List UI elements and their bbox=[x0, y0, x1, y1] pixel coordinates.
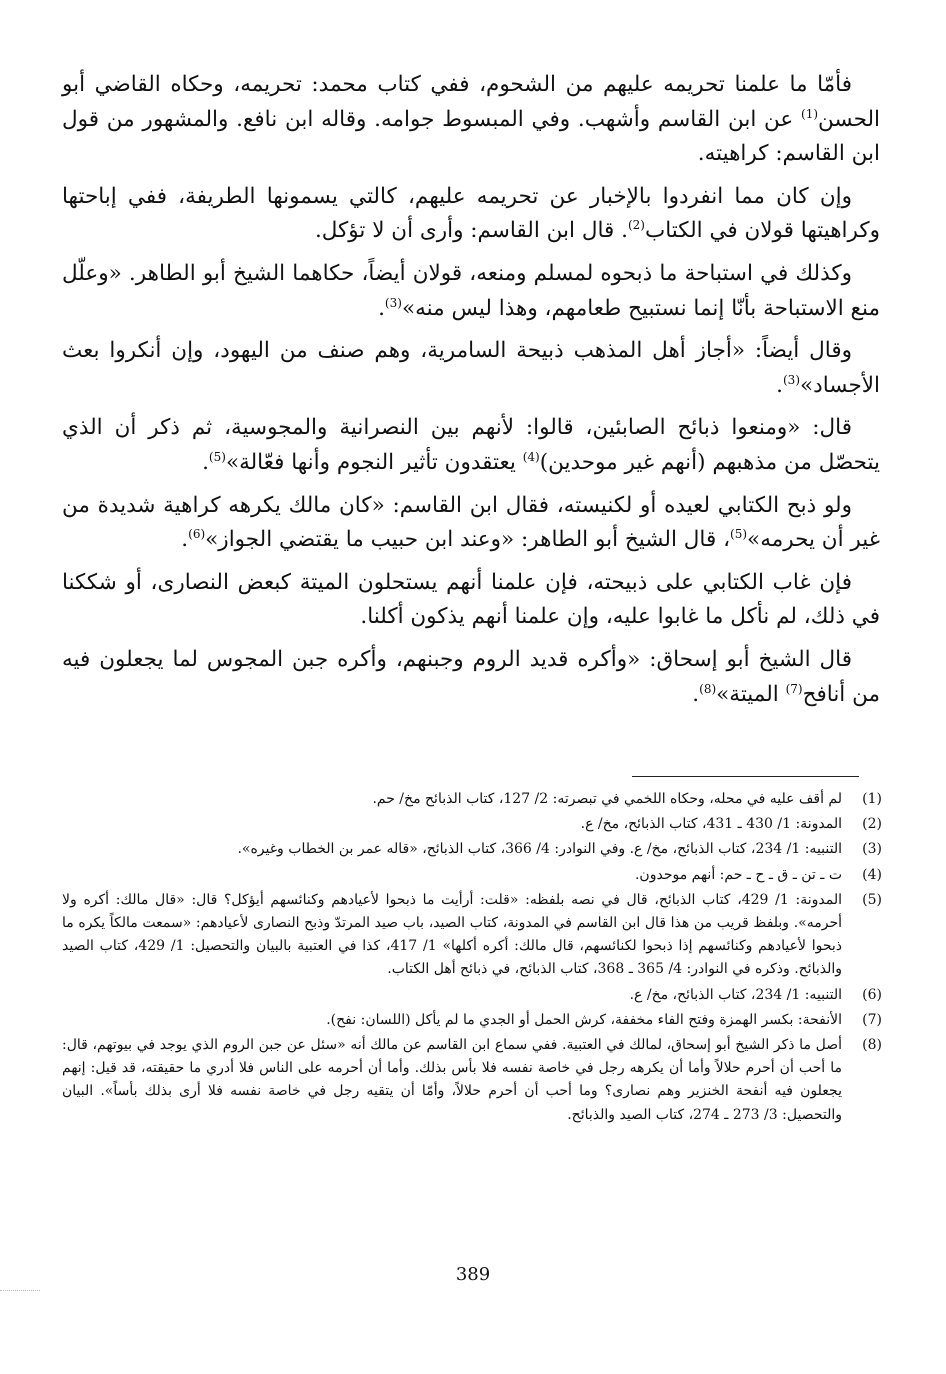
para-text: فإن غاب الكتابي على ذبيحته، فإن علمنا أنهم يستحلون الميتة كبعض النصارى، أو شككنا في ذلك، لم نأكل ما غابوا عليه، وإن علمنا أنهم يذكون أكلنا. bbox=[62, 569, 880, 630]
para-text: . bbox=[202, 449, 209, 475]
footnote-item bbox=[62, 1034, 882, 1127]
footnote-item bbox=[62, 788, 882, 811]
page-number: 389 bbox=[455, 1264, 491, 1285]
footnote-number: (7) bbox=[862, 1011, 882, 1028]
footnote-text: المدونة: 1/ 430 ـ 431، كتاب الذبائح، مخ/ ع. bbox=[580, 816, 842, 833]
para-text: . bbox=[776, 372, 783, 398]
footnote-text: ت ـ تن ـ ق ـ ح ـ حم: أنهم موحدون. bbox=[634, 866, 842, 883]
footnote-ref: (7) bbox=[785, 681, 803, 696]
footnote-item bbox=[62, 838, 882, 861]
paragraph-1 bbox=[62, 68, 880, 172]
para-text: وقال أيضاً: «أجاز أهل المذهب ذبيحة السامرية، وهم صنف من اليهود، وإن أنكروا بعث الأجساد» bbox=[62, 338, 880, 398]
footnote-ref: (8) bbox=[699, 681, 717, 696]
footnote-ref: (1) bbox=[801, 106, 819, 121]
footnote-ref: (4) bbox=[522, 449, 540, 464]
footnote-ref: (5) bbox=[730, 526, 748, 541]
para-text: . bbox=[181, 527, 189, 553]
paragraph-7 bbox=[62, 566, 880, 635]
footnote-text: أصل ما ذكر الشيخ أبو إسحاق، لمالك في العتبية. ففي سماع ابن القاسم عن مالك أنه «سئل عن جبن الروم الذي يوجد في بيوتهم، قال: ما أحب أن أحرم حلالاً وأما أن يكرهه رجل في خاصة نفسه فلا بأس بذلك. وأما أن أحرمه على الناس فلا أدري ما حقيقته، قد قيل: إنهم يجعلون فيه أنفحة الخنزير وهم نصارى؟ وما أحب أن أحرم حلالاً، وأمّا أن يتقيه رجل في خاصة نفسه فلا أرى بذلك بأساً». البيان والتحصيل: 3/ 273 ـ 274، كتاب الصيد والذبائح. bbox=[62, 1037, 842, 1123]
para-text: فأمّا ما علمنا تحريمه عليهم من الشحوم، ففي كتاب محمد: تحريمه، وحكاه القاضي أبو الحسن bbox=[62, 72, 880, 132]
footnote-item bbox=[62, 1009, 882, 1032]
para-text: قال الشيخ أبو إسحاق: «وأكره قديد الروم وجبنهم، وأكره جبن المجوس لما يجعلون فيه من أنافح bbox=[62, 646, 880, 707]
para-text: ولو ذبح الكتابي لعيده أو لكنيسته، فقال ابن القاسم: «كان مالك يكرهه كراهية شديدة من غير أن يحرمه» bbox=[62, 492, 880, 553]
footnote-item bbox=[62, 813, 882, 836]
paragraph-2 bbox=[62, 180, 880, 249]
para-text: وإن كان مما انفردوا بالإخبار عن تحريمه عليهم، كالتي يسمونها الطريفة، ففي إباحتها وكراهيتها قولان في الكتاب bbox=[62, 183, 880, 244]
para-text: . bbox=[378, 295, 385, 321]
para-text: يعتقدون تأثير النجوم وأنها فعّالة» bbox=[225, 449, 523, 475]
paragraph-3 bbox=[62, 257, 880, 326]
footnote-ref: (2) bbox=[627, 218, 645, 233]
para-text: عن ابن القاسم وأشهب. وفي المبسوط جوامه. وقاله ابن نافع. والمشهور من قول ابن القاسم: كراهيته. bbox=[62, 106, 880, 167]
paragraph-4 bbox=[62, 334, 880, 403]
footnote-text: المدونة: 1/ 429، كتاب الذبائح، قال في نصه بلفظه: «قلت: أرأيت ما ذبحوا لأعيادهم وكنائسهم أيؤكل؟ قال: «قال مالك: أكره ولا أحرمه». وبلفظ قريب من هذا قال ابن القاسم في المدونة، كتاب الصيد، باب صيد المرتدّ وذبح النصارى لأعيادهم: «سمعت مالكاً يكره ما ذبحوا لأعيادهم وكنائسهم إذا ذبحوا لكنائسهم، قال مالك: أكره أكلها» 1/ 417، كذا في العتبية بالبيان والتحصيل: 1/ 429، كتاب الصيد والذبائح. وذكره في النوادر: 4/ 365 ـ 368، كتاب الذبائح، في ذبائح أهل الكتاب. bbox=[62, 891, 843, 978]
scan-edge-mark bbox=[0, 1290, 40, 1293]
paragraph-6 bbox=[62, 489, 880, 558]
footnote-ref: (3) bbox=[782, 372, 800, 387]
footnote-text: التنبيه: 1/ 234، كتاب الذبائح، مخ/ ع. وفي النوادر: 4/ 366، كتاب الذبائح، «قاله عمر بن الخطاب وغيره». bbox=[237, 841, 842, 858]
footnote-text: التنبيه: 1/ 234، كتاب الذبائح، مخ/ ع. bbox=[629, 986, 842, 1003]
paragraph-8 bbox=[62, 643, 880, 712]
main-text bbox=[62, 68, 880, 720]
footnote-item bbox=[62, 984, 882, 1007]
footnote-item bbox=[62, 864, 882, 887]
footnotes bbox=[62, 788, 882, 1129]
para-text: . قال ابن القاسم: وأرى أن لا تؤكل. bbox=[314, 218, 628, 244]
para-text: ، قال الشيخ أبو الطاهر: «وعند ابن حبيب ما يقتضي الجواز» bbox=[205, 527, 731, 553]
footnote-number: (1) bbox=[862, 791, 882, 807]
footnote-item bbox=[62, 889, 882, 982]
footnote-number: (3) bbox=[862, 841, 882, 858]
para-text: الميتة» bbox=[716, 681, 786, 707]
footnote-text: لم أقف عليه في محله، وحكاه اللخمي في تبصرته: 2/ 127، كتاب الذبائح مخ/ حم. bbox=[372, 791, 842, 807]
footnote-ref: (5) bbox=[208, 449, 226, 464]
paragraph-5 bbox=[62, 411, 880, 480]
para-text: وكذلك في استباحة ما ذبحوه لمسلم ومنعه، قولان أيضاً، حكاهما الشيخ أبو الطاهر. «وعلّل منع الاستباحة بأنّا إنما نستبيح طعامهم، وهذا ليس منه» bbox=[62, 260, 880, 321]
footnote-number: (2) bbox=[862, 816, 882, 833]
footnote-number: (6) bbox=[862, 986, 882, 1003]
footnote-number: (8) bbox=[862, 1037, 882, 1054]
footnote-ref: (6) bbox=[188, 526, 206, 541]
footnote-number: (4) bbox=[862, 866, 882, 883]
footnote-text: الأنفحة: بكسر الهمزة وفتح الفاء مخففة، كرش الحمل أو الجدي ما لم يأكل (اللسان: نفح). bbox=[326, 1011, 842, 1028]
para-text: . bbox=[692, 681, 700, 707]
footnote-ref: (3) bbox=[384, 295, 402, 310]
para-text: قال: «ومنعوا ذبائح الصابئين، قالوا: لأنهم بين النصرانية والمجوسية، ثم ذكر أن الذي يتحصّل من مذهبهم (أنهم غير موحدين) bbox=[62, 415, 880, 475]
footnote-divider bbox=[632, 776, 859, 777]
footnote-number: (5) bbox=[862, 891, 882, 908]
